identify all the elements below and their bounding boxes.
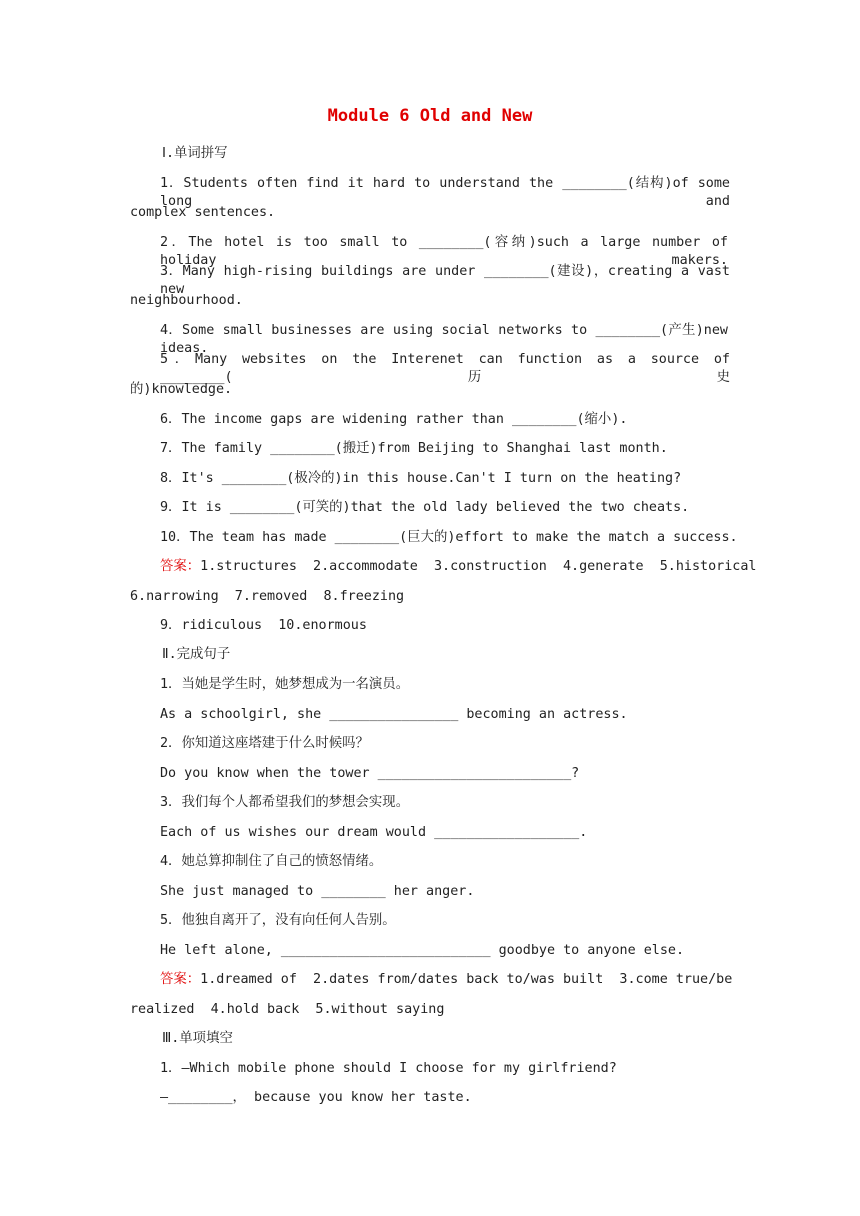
s2-answer-line-1 (160, 971, 733, 989)
s1-question-8: 8．It's ________(极冷的)in this house.Can't I turn on the heating? (160, 471, 682, 486)
s2-answer-line-2: realized 4.hold back 5.without saying (130, 1002, 445, 1017)
s2-question-5-english: He left alone, __________________________ goodbye to anyone else. (160, 943, 685, 958)
s1-question-6: 6．The income gaps are widening rather than ________(缩小). (160, 412, 628, 427)
s2-question-4-chinese: 4．她总算抑制住了自己的愤怒情绪。 (160, 854, 383, 869)
s3-question-1b: —________， because you know her taste. (160, 1090, 472, 1105)
s1-answer-line-3: 9．ridiculous 10.enormous (160, 618, 367, 633)
s1-question-4: 4．Some small businesses are using social networks to ________(产生)new ideas. (160, 323, 728, 356)
s1-question-10: 10．The team has made ________(巨大的)effort to make the match a success. (160, 530, 738, 545)
s2-question-5-chinese: 5．他独自离开了，没有向任何人告别。 (160, 913, 396, 928)
s2-question-1-english: As a schoolgirl, she ________________ becoming an actress. (160, 707, 628, 722)
s1-answer-label: 答案： (160, 559, 201, 574)
s1-question-5b: 的)knowledge. (130, 382, 233, 397)
s2-question-3-chinese: 3．我们每个人都希望我们的梦想会实现。 (160, 795, 410, 810)
s1-question-2: 2．The hotel is too small to ________(容纳)such a large number of holiday makers. (160, 235, 728, 268)
section1-heading: Ⅰ.单词拼写 (162, 146, 228, 161)
s1-answer-line-1 (160, 558, 757, 576)
s2-question-1-chinese: 1．当她是学生时，她梦想成为一名演员。 (160, 677, 410, 692)
s2-question-3-english: Each of us wishes our dream would __________________. (160, 825, 588, 840)
section3-heading: Ⅲ.单项填空 (162, 1031, 233, 1046)
section2-heading: Ⅱ.完成句子 (162, 647, 231, 662)
s1-answer-line-2: 6.narrowing 7.removed 8.freezing (130, 589, 405, 604)
s1-question-3b: neighbourhood. (130, 293, 243, 308)
s1-question-9: 9．It is ________(可笑的)that the old lady believed the two cheats. (160, 500, 690, 515)
s1-answer-text-a: 1.structures 2.accommodate 3.construction 4.generate 5.historical (200, 559, 757, 574)
s1-question-1a: 1．Students often find it hard to understand the ________(结构)of some long and (160, 176, 730, 209)
s2-question-4-english: She just managed to ________ her anger. (160, 884, 475, 899)
s2-question-2-english: Do you know when the tower ________________________? (160, 766, 580, 781)
s1-question-1b: complex sentences. (130, 205, 276, 220)
s2-answer-text-a: 1.dreamed of 2.dates from/dates back to/was built 3.come true/be (200, 972, 733, 987)
page-title: Module 6 Old and New (327, 106, 533, 126)
s1-question-7: 7．The family ________(搬迁)from Beijing to Shanghai last month. (160, 441, 668, 456)
s2-question-2-chinese: 2．你知道这座塔建于什么时候吗？ (160, 736, 369, 751)
s3-question-1a: 1．—Which mobile phone should I choose for my girlfriend? (160, 1061, 617, 1076)
s1-question-5a: 5．Many websites on the Interenet can function as a source of ________(历史 (160, 352, 730, 385)
s2-answer-label: 答案： (160, 972, 201, 987)
s1-question-3a: 3．Many high-rising buildings are under ________(建设)，creating a vast new (160, 264, 730, 297)
